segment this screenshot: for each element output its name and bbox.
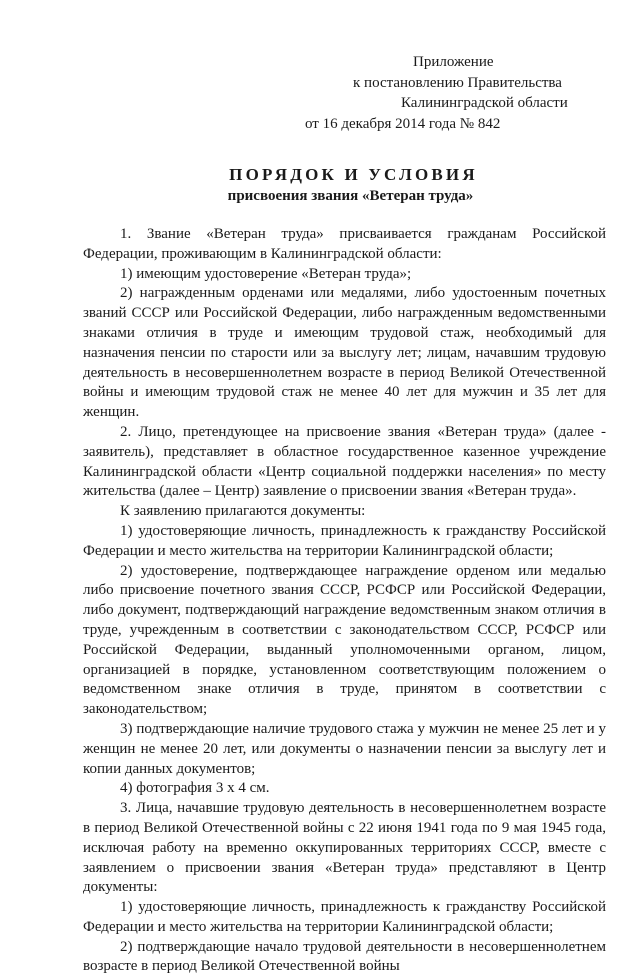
paragraph-2-item-1: 1) удостоверяющие личность, принадлежность к гражданству Российской Федерации и место жительства на территории Калининградской области; (83, 522, 606, 559)
paragraph-1: 1. Звание «Ветеран труда» присваивается гражданам Российской Федерации, проживающим в Калининградской области: (83, 226, 606, 262)
title-subtitle: присвоения звания «Ветеран труда» (227, 188, 474, 204)
paragraph-2-item-4: 4) фотография 3 х 4 см. (120, 780, 270, 797)
document-body (83, 225, 606, 977)
paragraph-2-item-2: 2) удостоверение, подтверждающее награждение орденом или медалью либо присвоение почетного звания СССР, РСФСР или Российской Федерации, либо документ, подтверждающий награждение ведомственным знаком отличия в труде, учрежденным в соответствии с законодательством СССР, РСФСР или Российской Федерации, выданный уполномоченными органом, лицом, организацией в порядке, установленном соответствующим положением о ведомственном знаке отличия в труде, принятом в соответствии с законодательством; (83, 562, 606, 718)
paragraph-2: 2. Лицо, претендующее на присвоение звания «Ветеран труда» (далее - заявитель), представляет в областное государственное казенное учреждение Калининградской области «Центр социальной поддержки населения» по месту жительства (далее – Центр) заявление о присвоении звания «Ветеран труда». (83, 423, 606, 500)
appendix-resolution: к постановлению Правительства (353, 74, 562, 91)
appendix-header (305, 52, 605, 134)
paragraph-3-item-1: 1) удостоверяющие личность, принадлежность к гражданству Российской Федерации и место жительства на территории Калининградской области; (83, 899, 606, 935)
document-title (83, 164, 606, 206)
paragraph-3-item-2: 2) подтверждающие начало трудовой деятельности в несовершеннолетнем возрасте в период Великой Отечественной войны (83, 938, 606, 975)
paragraph-1-item-1: 1) имеющим удостоверение «Ветеран труда»; (120, 265, 412, 282)
appendix-date-number: от 16 декабря 2014 года № 842 (305, 115, 501, 132)
paragraph-3: 3. Лица, начавшие трудовую деятельность в несовершеннолетнем возрасте в период Великой Отечественной войны с 22 июня 1941 года по 9 мая 1945 года, исключая работу на временно оккупированных территориях СССР, вместе с заявлением о присвоении звания «Ветеран труда» представляют в Центр документы: (83, 800, 606, 896)
appendix-label: Приложение (413, 54, 494, 70)
paragraph-2-documents-intro: К заявлению прилагаются документы: (120, 503, 366, 520)
paragraph-1-item-2: 2) награжденным орденами или медалями, либо удостоенным почетных званий СССР или Российской Федерации, либо награжденным ведомственными знаками отличия в труде и имеющим трудовой стаж, необходимый для назначения пенсии по старости или за выслугу лет; лицам, начавшим трудовую деятельность в несовершеннолетнем возрасте в период Великой Отечественной войны и имеющим трудовой стаж не менее 40 лет для мужчин и 35 лет для женщин. (83, 285, 606, 421)
paragraph-2-item-3: 3) подтверждающие наличие трудового стажа у мужчин не менее 25 лет и у женщин не менее 20 лет, или документы о назначении пенсии за выслугу лет и копии данных документов; (83, 720, 606, 777)
appendix-region: Калининградской области (401, 95, 568, 111)
title-main: ПОРЯДОК И УСЛОВИЯ (229, 165, 478, 184)
